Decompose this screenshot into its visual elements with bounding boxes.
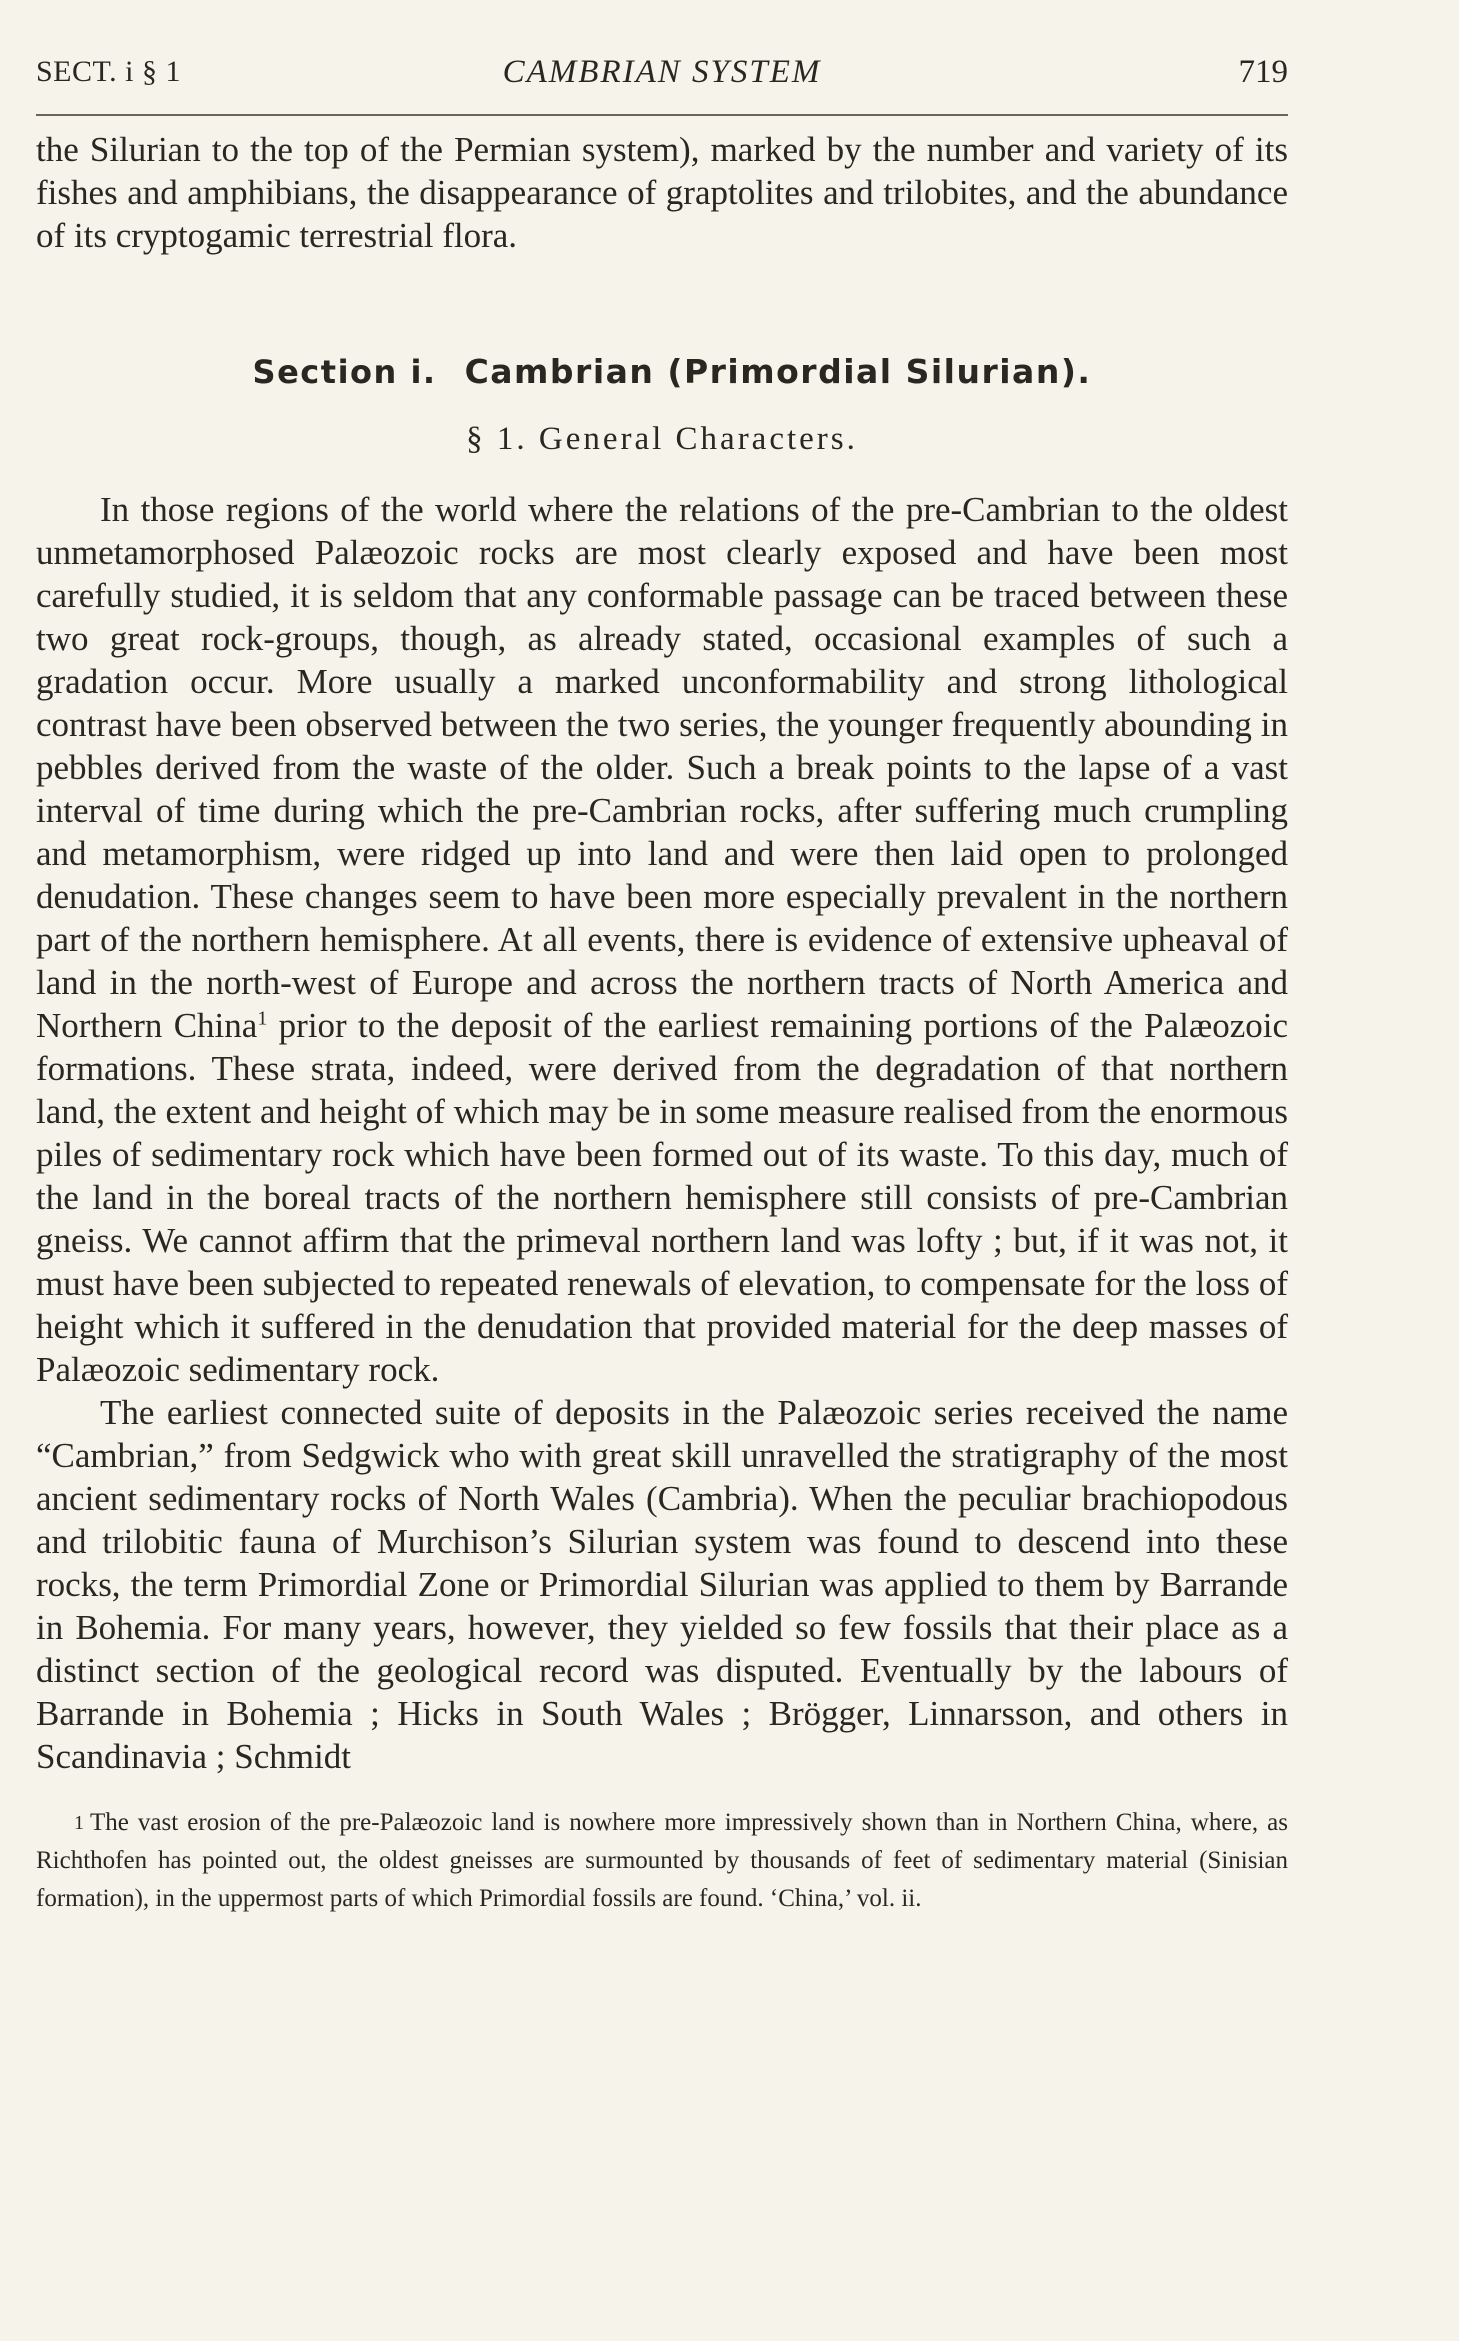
paragraph-cambrian-name: The earliest connected suite of deposits in the Palæozoic series received the name “Cambrian,” from Sedgwick who with great skill unravelled the stratigraphy of the most ancient sedimentary rocks of North Wales (Cambria). When the peculiar brachiopodous and trilobitic fauna of Murchison’s Silurian system was found to descend into these rocks, the term Primordial Zone or Primordial Silurian was applied to them by Barrande in Bohemia. For many years, however, they yielded so few fossils that their place as a distinct section of the geological record was disputed. Eventually by the labours of Barrande in Bohemia ; Hicks in South Wales ; Brögger, Linnarsson, and others in Scandinavia ; Schmidt xyxy=(36,1393,1288,1776)
running-title: CAMBRIAN SYSTEM xyxy=(502,54,822,90)
paragraph-general-characters xyxy=(36,488,1288,1391)
paragraph-text: prior to the deposit of the earliest remaining portions of the Palæozoic formations. These strata, indeed, were derived from the degradation of that northern land, the extent and height of which may be in some measure realised from the enormous piles of sedimentary rock which have been formed out of its waste. To this day, much of the land in the boreal tracts of the northern hemisphere still consists of pre-Cambrian gneiss. We cannot affirm that the primeval northern land was lofty ; but, if it was not, it must have been subjected to repeated renewals of elevation, to compensate for the loss of height which it suffered in the denudation that provided material for the deep masses of Palæozoic sedimentary rock. xyxy=(36,1006,1288,1389)
footnote xyxy=(36,1804,1288,1918)
running-head xyxy=(36,46,1288,98)
subsection-heading: § 1. General Characters. xyxy=(466,421,858,457)
section-reference: SECT. i § 1 xyxy=(36,55,181,88)
paragraph-text: In those regions of the world where the relations of the pre-Cambrian to the oldest unmetamorphosed Palæozoic rocks are most clearly exposed and have been most carefully studied, it is seldom that any conformable passage can be traced between these two great rock-groups, though, as already stated, occasional examples of such a gradation occur. More usually a marked unconformability and strong lithological contrast have been observed between the two series, the younger frequently abounding in pebbles derived from the waste of the older. Such a break points to the lapse of a vast interval of time during which the pre-Cambrian rocks, after suffering much crumpling and metamorphism, were ridged up into land and were then laid open to prolonged denudation. These changes seem to have been more especially prevalent in the northern part of the northern hemisphere. At all events, there is evidence of extensive upheaval of land in the north-west of Europe and across the northern tracts of North America and Northern China xyxy=(36,490,1288,1045)
footnote-marker: 1 xyxy=(74,1812,84,1834)
book-page xyxy=(36,46,1288,1918)
intro-paragraph: the Silurian to the top of the Permian system), marked by the number and variety of its fishes and amphibians, the disappearance of graptolites and trilobites, and the abundance of its cryptogamic terrestrial flora. xyxy=(36,130,1288,255)
footnote-reference: 1 xyxy=(257,1007,268,1030)
footnote-text: The vast erosion of the pre-Palæozoic land is nowhere more impressively shown than in Northern China, where, as Richthofen has pointed out, the oldest gneisses are surmounted by thousands of feet of sedimentary material (Sinisian formation), in the uppermost parts of which Primordial fossils are found. ‘China,’ vol. ii. xyxy=(36,1809,1288,1912)
section-heading xyxy=(56,352,1288,391)
page-number: 719 xyxy=(1238,54,1288,90)
section-label: Section i. xyxy=(252,353,437,391)
section-title: Cambrian (Primordial Silurian). xyxy=(464,352,1092,391)
header-rule xyxy=(36,114,1288,116)
